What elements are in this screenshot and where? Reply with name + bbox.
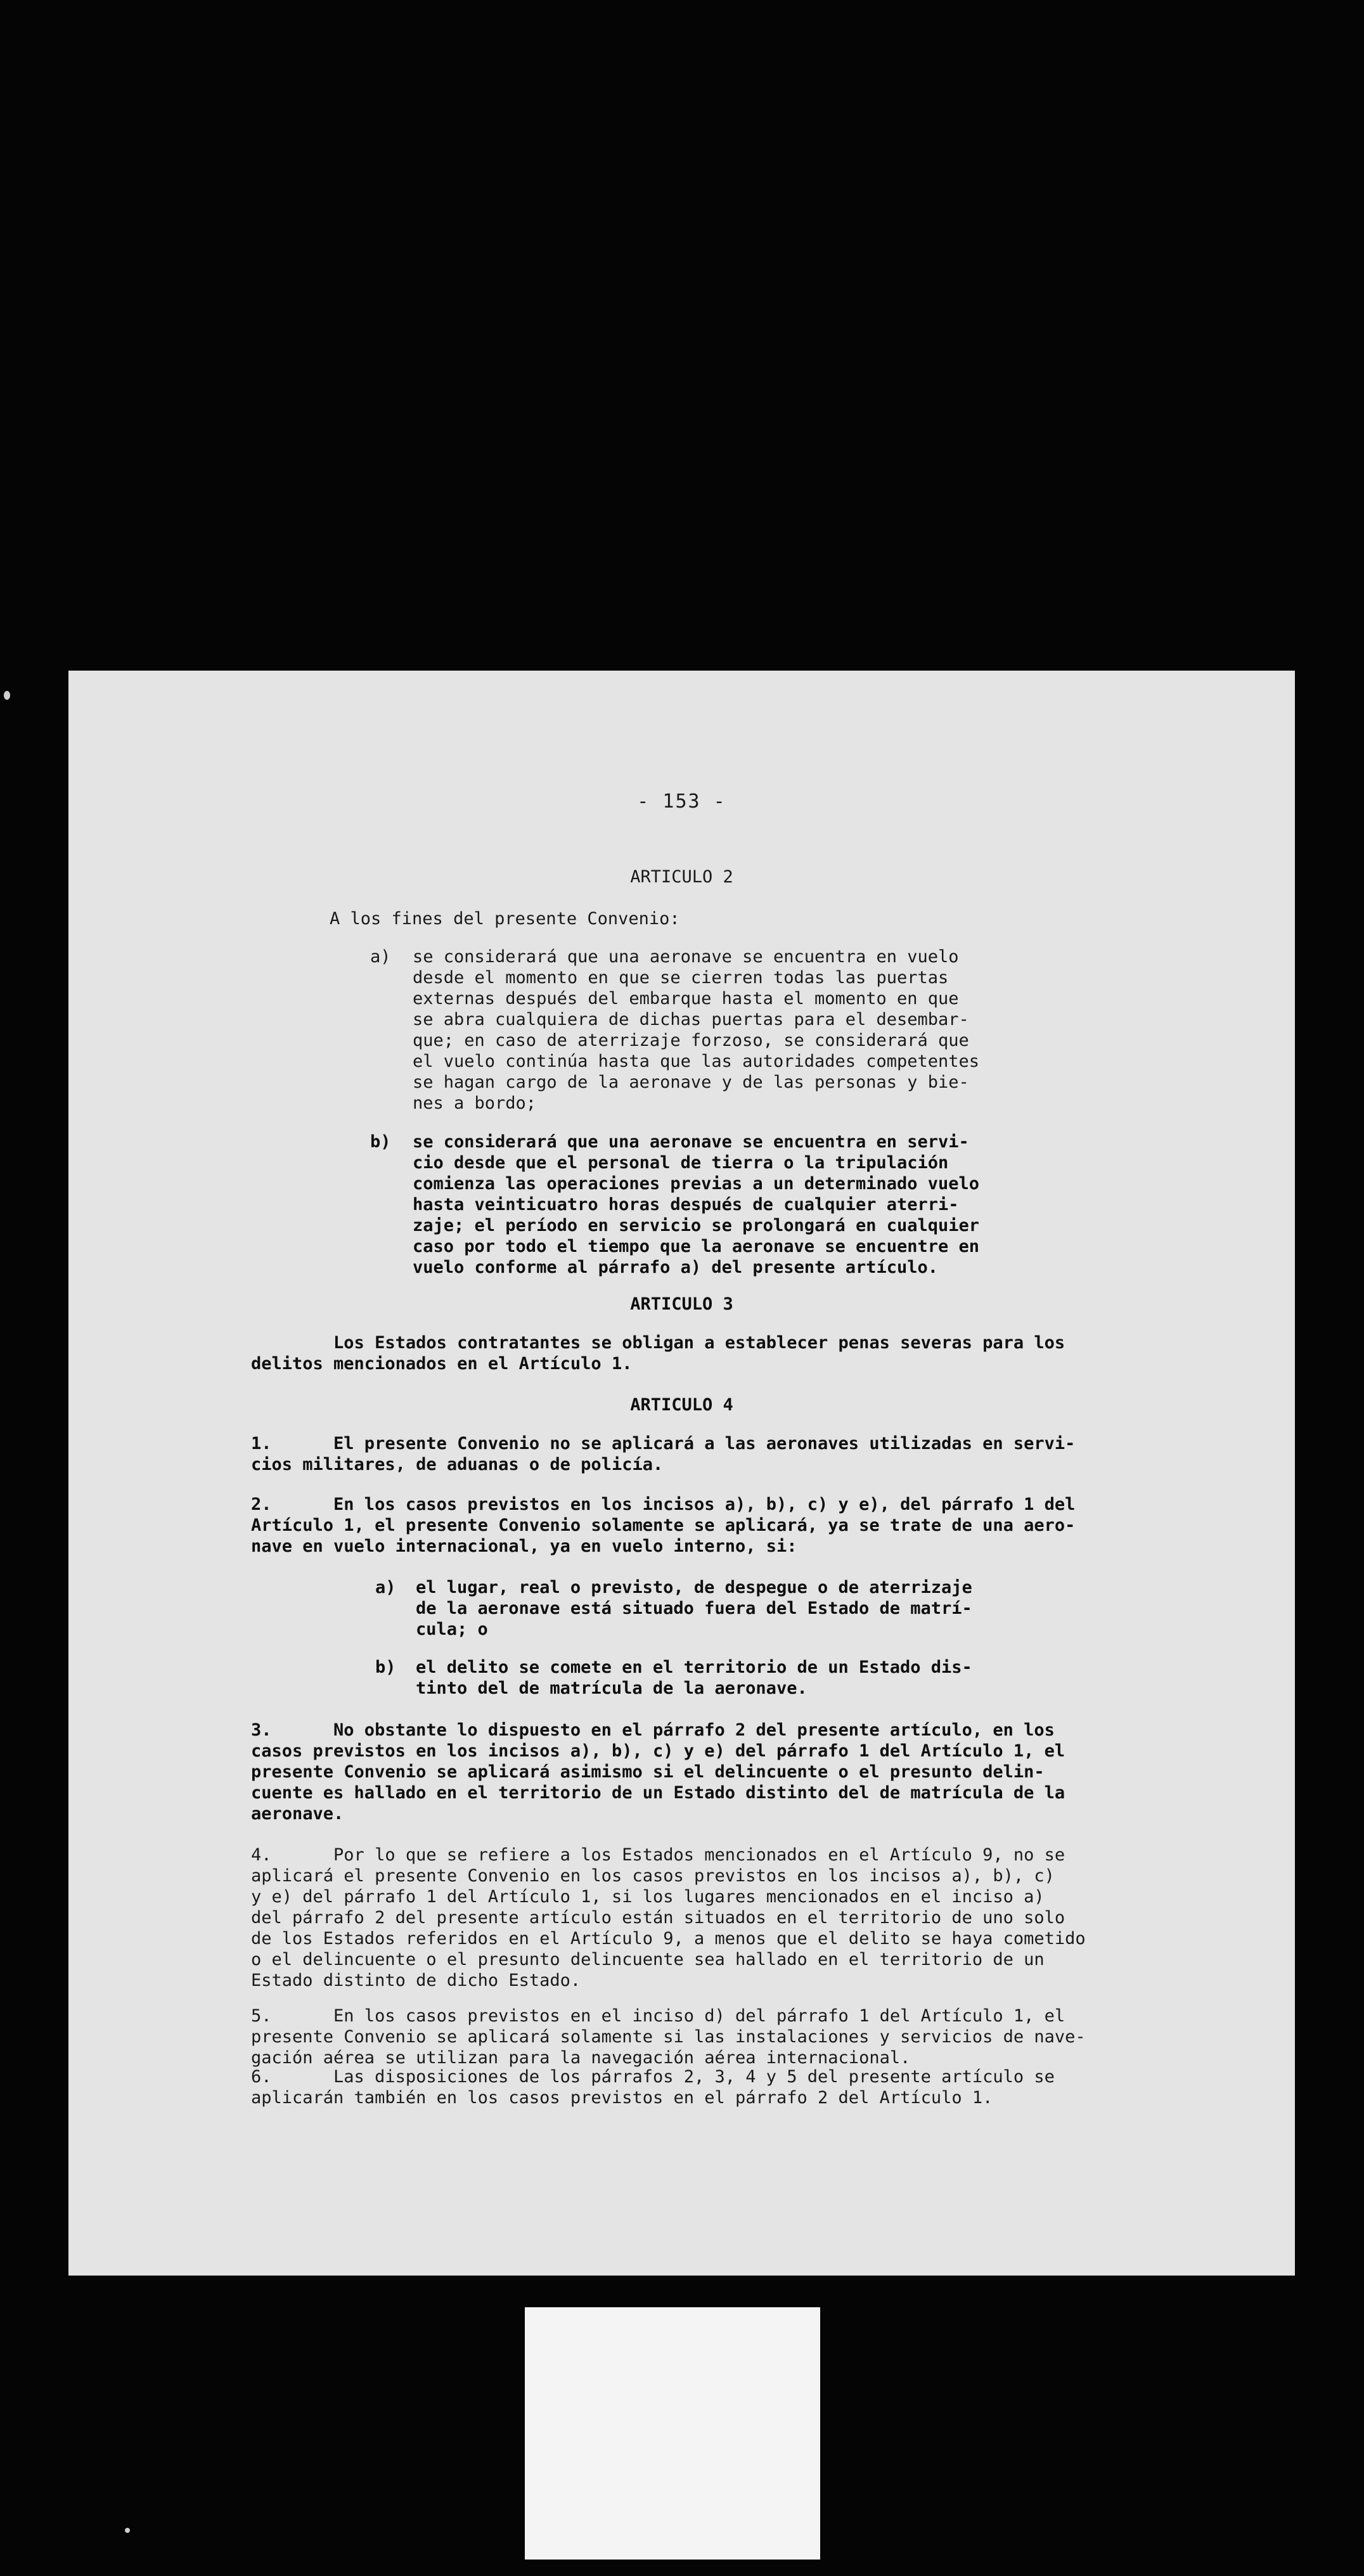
article-4-heading: ARTICULO 4: [630, 1395, 733, 1415]
article-4-paragraph-4: 4. Por lo que se refiere a los Estados mencionados en el Artículo 9, no se aplicará el presente Convenio en los casos previstos en los incisos a), b), c) y e) del párrafo 1 del Artículo 1, si los lugares mencionados en el inciso a) del párrafo 2 del presente artículo están situados en el territorio de uno solo de los Estados referidos en el Artículo 9, a menos que el delito se haya cometido o el delincuente o el presunto delincuente sea hallado en el territorio de un Estado distinto de dicho Estado.: [251, 1845, 1086, 1990]
article-2-item-b-label: b): [370, 1132, 391, 1152]
article-2-item-a-label: a): [370, 947, 391, 967]
speck-mark: [125, 2528, 130, 2533]
blank-card: [525, 2307, 820, 2560]
article-4-item-a-text: el lugar, real o previsto, de despegue o de aterrizaje de la aeronave está situado fuera del Estado de matrí- cula; o: [416, 1578, 972, 1639]
article-4-paragraph-2: 2. En los casos previstos en los incisos a), b), c) y e), del párrafo 1 del Artículo 1, el presente Convenio solamente se aplicará, ya se trate de una aero- nave en vuelo internacional, ya en vuelo interno, si:: [251, 1495, 1076, 1556]
article-4-paragraph-1: 1. El presente Convenio no se aplicará a las aeronaves utilizadas en servi- cios militares, de aduanas o de policía.: [251, 1434, 1076, 1474]
article-4-paragraph-3: 3. No obstante lo dispuesto en el párrafo 2 del presente artículo, en los casos previstos en los incisos a), b), c) y e) del párrafo 1 del Artículo 1, el presente Convenio se aplicará asimismo si el delincuente o el presunto delin- cuente es hallado en el territorio de un Estado distinto del de matrícula de la aeronave.: [251, 1720, 1065, 1824]
document-page: [68, 671, 1295, 2276]
article-2-item-b-text: se considerará que una aeronave se encuentra en servi- cio desde que el personal de tierra o la tripulación comienza las operaciones previas a un determinado vuelo hasta veinticuatro horas después de cualquier aterri- zaje; el período en servicio se prolongará en cualquier caso por todo el tiempo que la aeronave se encuentre en vuelo conforme al párrafo a) del presente artículo.: [413, 1132, 980, 1277]
article-2-heading: ARTICULO 2: [630, 867, 733, 887]
article-2-intro: A los fines del presente Convenio:: [330, 909, 680, 929]
article-4-paragraph-5: 5. En los casos previstos en el inciso d) del párrafo 1 del Artículo 1, el presente Convenio se aplicará solamente si las instalaciones y servicios de nave- gación aérea se utilizan para la navegación aérea internacional.: [251, 2006, 1086, 2068]
article-3-heading: ARTICULO 3: [630, 1294, 733, 1314]
article-4-item-b-text: el delito se comete en el territorio de un Estado dis- tinto del de matrícula de la aeronave.: [416, 1658, 972, 1698]
article-4-item-a-label: a): [375, 1578, 396, 1597]
article-4-paragraph-6: 6. Las disposiciones de los párrafos 2, 3, 4 y 5 del presente artículo se aplicarán también en los casos previstos en el párrafo 2 del Artículo 1.: [251, 2067, 1055, 2108]
article-4-item-b-label: b): [375, 1658, 396, 1677]
speck-mark: [4, 691, 10, 700]
article-3-text: Los Estados contratantes se obligan a establecer penas severas para los delitos mencionados en el Artículo 1.: [251, 1333, 1065, 1374]
page-number: - 153 -: [637, 790, 726, 813]
article-2-item-a-text: se considerará que una aeronave se encuentra en vuelo desde el momento en que se cierren todas las puertas externas después del embarque hasta el momento en que se abra cualquiera de dichas puertas para el desembar- que; en caso de aterrizaje forzoso, se considerará que el vuelo continúa hasta que las autoridades competentes se hagan cargo de la aeronave y de las personas y bie- nes a bordo;: [413, 947, 980, 1113]
